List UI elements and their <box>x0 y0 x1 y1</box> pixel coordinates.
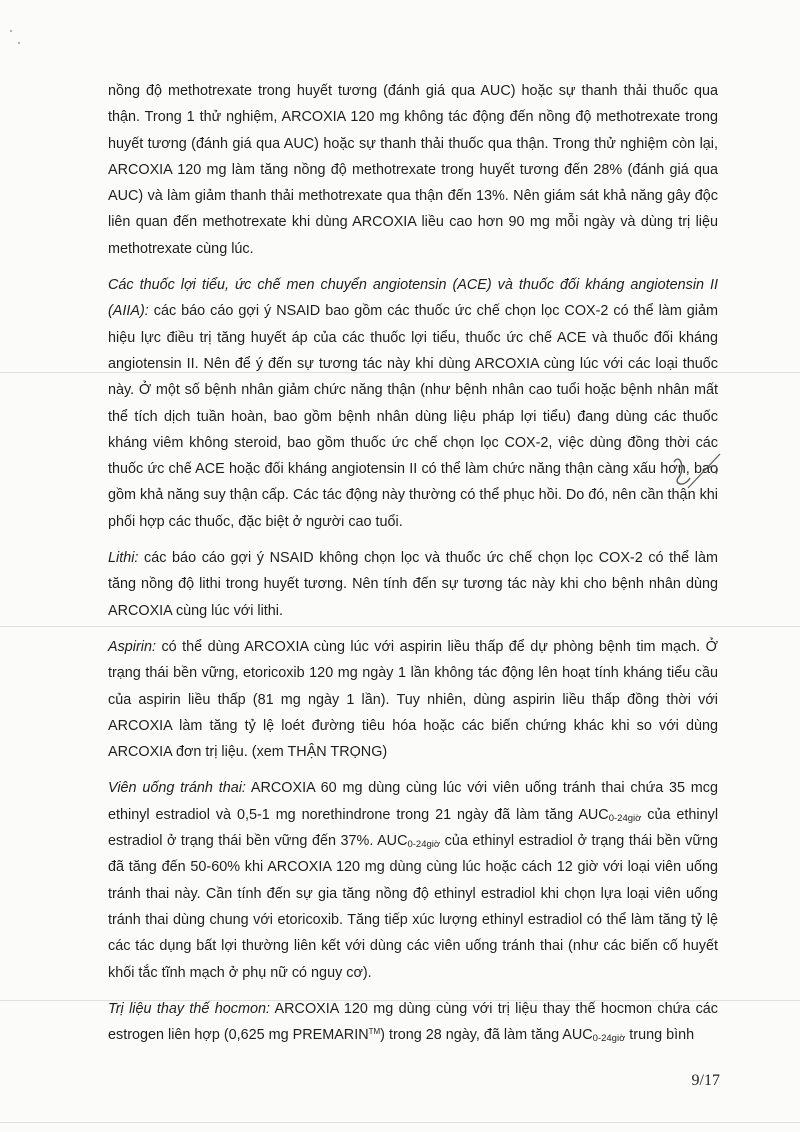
document-body <box>108 78 718 1058</box>
scan-speck <box>10 30 12 32</box>
paragraph-text: các báo cáo gợi ý NSAID không chọn lọc và thuốc ức chế chọn lọc COX-2 có thể làm tăng nồng độ lithi trong huyết tương. Nên tính đến sự tương tác này khi cho bệnh nhân dùng ARCOXIA cùng lúc với lithi. <box>108 550 718 619</box>
scan-line <box>0 1122 800 1123</box>
paragraph-text: có thể dùng ARCOXIA cùng lúc với aspirin liều thấp để dự phòng bệnh tim mạch. Ở trạng thái bền vững, etoricoxib 120 mg ngày 1 lần không tác động lên hoạt tính kháng tiểu cầu của aspirin liều thấp (81 mg ngày 1 lần). Tuy nhiên, dùng aspirin liều thấp đồng thời với ARCOXIA làm tăng tỷ lệ loét đường tiêu hóa hoặc các biến chứng khác khi so với dùng ARCOXIA đơn trị liệu. (xem THẬN TRỌNG) <box>108 638 718 761</box>
paragraph-text: các báo cáo gợi ý NSAID bao gồm các thuốc ức chế chọn lọc COX-2 có thể làm giảm hiệu lực điều trị tăng huyết áp của các thuốc lợi tiểu, thuốc ức chế ACE và thuốc đối kháng angiotensin II. Nên để ý đến sự tương tác này khi dùng ARCOXIA cùng lúc với các loại thuốc này. Ở một số bệnh nhân giảm chức năng thận (như bệnh nhân cao tuổi hoặc bệnh nhân mất thể tích dịch tuần hoàn, bao gồm bệnh nhân dùng liệu pháp lợi tiểu) đang dùng các thuốc kháng viêm không steroid, bao gồm thuốc ức chế chọn lọc COX-2, việc dùng đồng thời các thuốc ức chế ACE hoặc đối kháng angiotensin II có thể làm chức năng thận càng xấu hơn, bao gồm khả năng suy thận cấp. Các tác động này thường có thể phục hồi. Do đó, nên cần thận khi phối hợp các thuốc, đặc biệt ở người cao tuổi. <box>108 303 718 530</box>
section-heading: Trị liệu thay thế hocmon: <box>108 1000 270 1017</box>
page-number: 9/17 <box>691 1072 720 1089</box>
section-heading: Các thuốc lợi tiểu, ức chế men chuyển angiotensin (ACE) và thuốc đối kháng angiotensin II (AIIA): <box>108 277 718 320</box>
paragraph <box>108 996 718 1049</box>
paragraph <box>108 272 718 535</box>
handwritten-mark-icon <box>668 448 728 498</box>
paragraph <box>108 78 718 262</box>
paragraph <box>108 634 718 765</box>
subscript: 0-24giờ <box>608 812 642 824</box>
section-heading: Lithi: <box>108 550 139 567</box>
scan-speck <box>18 42 20 44</box>
subscript: 0-24giờ <box>407 839 441 851</box>
paragraph <box>108 775 718 985</box>
section-heading: Aspirin: <box>108 638 156 655</box>
paragraph-text: trung bình <box>625 1027 695 1044</box>
paragraph-text: của ethinyl estradiol ở trạng thái bền vững đã tăng đến 50-60% khi ARCOXIA 120 mg dùng cùng lúc hoặc cách 12 giờ với loại viên uống tránh thai này. Cần tính đến sự gia tăng nồng độ ethinyl estradiol khi chọn lựa loại viên uống tránh thai dùng chung với etoricoxib. Tăng tiếp xúc lượng ethinyl estradiol có thể làm tăng tỷ lệ các tác dụng bất lợi thường liên kết với dùng các viên uống tránh thai (như các biến cố huyết khối tắc tĩnh mạch ở phụ nữ có nguy cơ). <box>108 833 718 981</box>
paragraph-text: ) trong 28 ngày, đã làm tăng AUC <box>380 1027 593 1044</box>
superscript: TM <box>368 1027 381 1037</box>
subscript: 0-24giờ <box>592 1033 626 1045</box>
paragraph-text: của ethinyl estradiol ở trạng thái bền vững đến 37%. AUC <box>108 806 719 850</box>
section-heading: Viên uống tránh thai: <box>108 780 246 797</box>
paragraph <box>108 545 718 624</box>
paragraph-text: ARCOXIA 60 mg dùng cùng lúc với viên uống tránh thai chứa 35 mcg ethinyl estradiol và 0,5-1 mg norethindrone trong 21 ngày đã làm tăng AUC <box>108 780 718 823</box>
paragraph-text: nồng độ methotrexate trong huyết tương (đánh giá qua AUC) hoặc sự thanh thải thuốc qua thận. Trong 1 thử nghiệm, ARCOXIA 120 mg không tác động đến nồng độ methotrexate trong huyết tương (đánh giá qua AUC) hoặc sự thanh thải thuốc qua thận. Trong thử nghiệm còn lại, ARCOXIA 120 mg làm tăng nồng độ methotrexate trong huyết tương đến 28% (đánh giá qua AUC) và làm giảm thanh thải methotrexate qua thận đến 13%. Nên giám sát khả năng gây độc liên quan đến methotrexate khi dùng ARCOXIA liều cao hơn 90 mg mỗi ngày và dùng trị liệu methotrexate cùng lúc. <box>108 83 718 257</box>
paragraph-text: ARCOXIA 120 mg dùng cùng với trị liệu thay thế hocmon chứa các estrogen liên hợp (0,625 mg PREMARIN <box>108 1000 718 1044</box>
